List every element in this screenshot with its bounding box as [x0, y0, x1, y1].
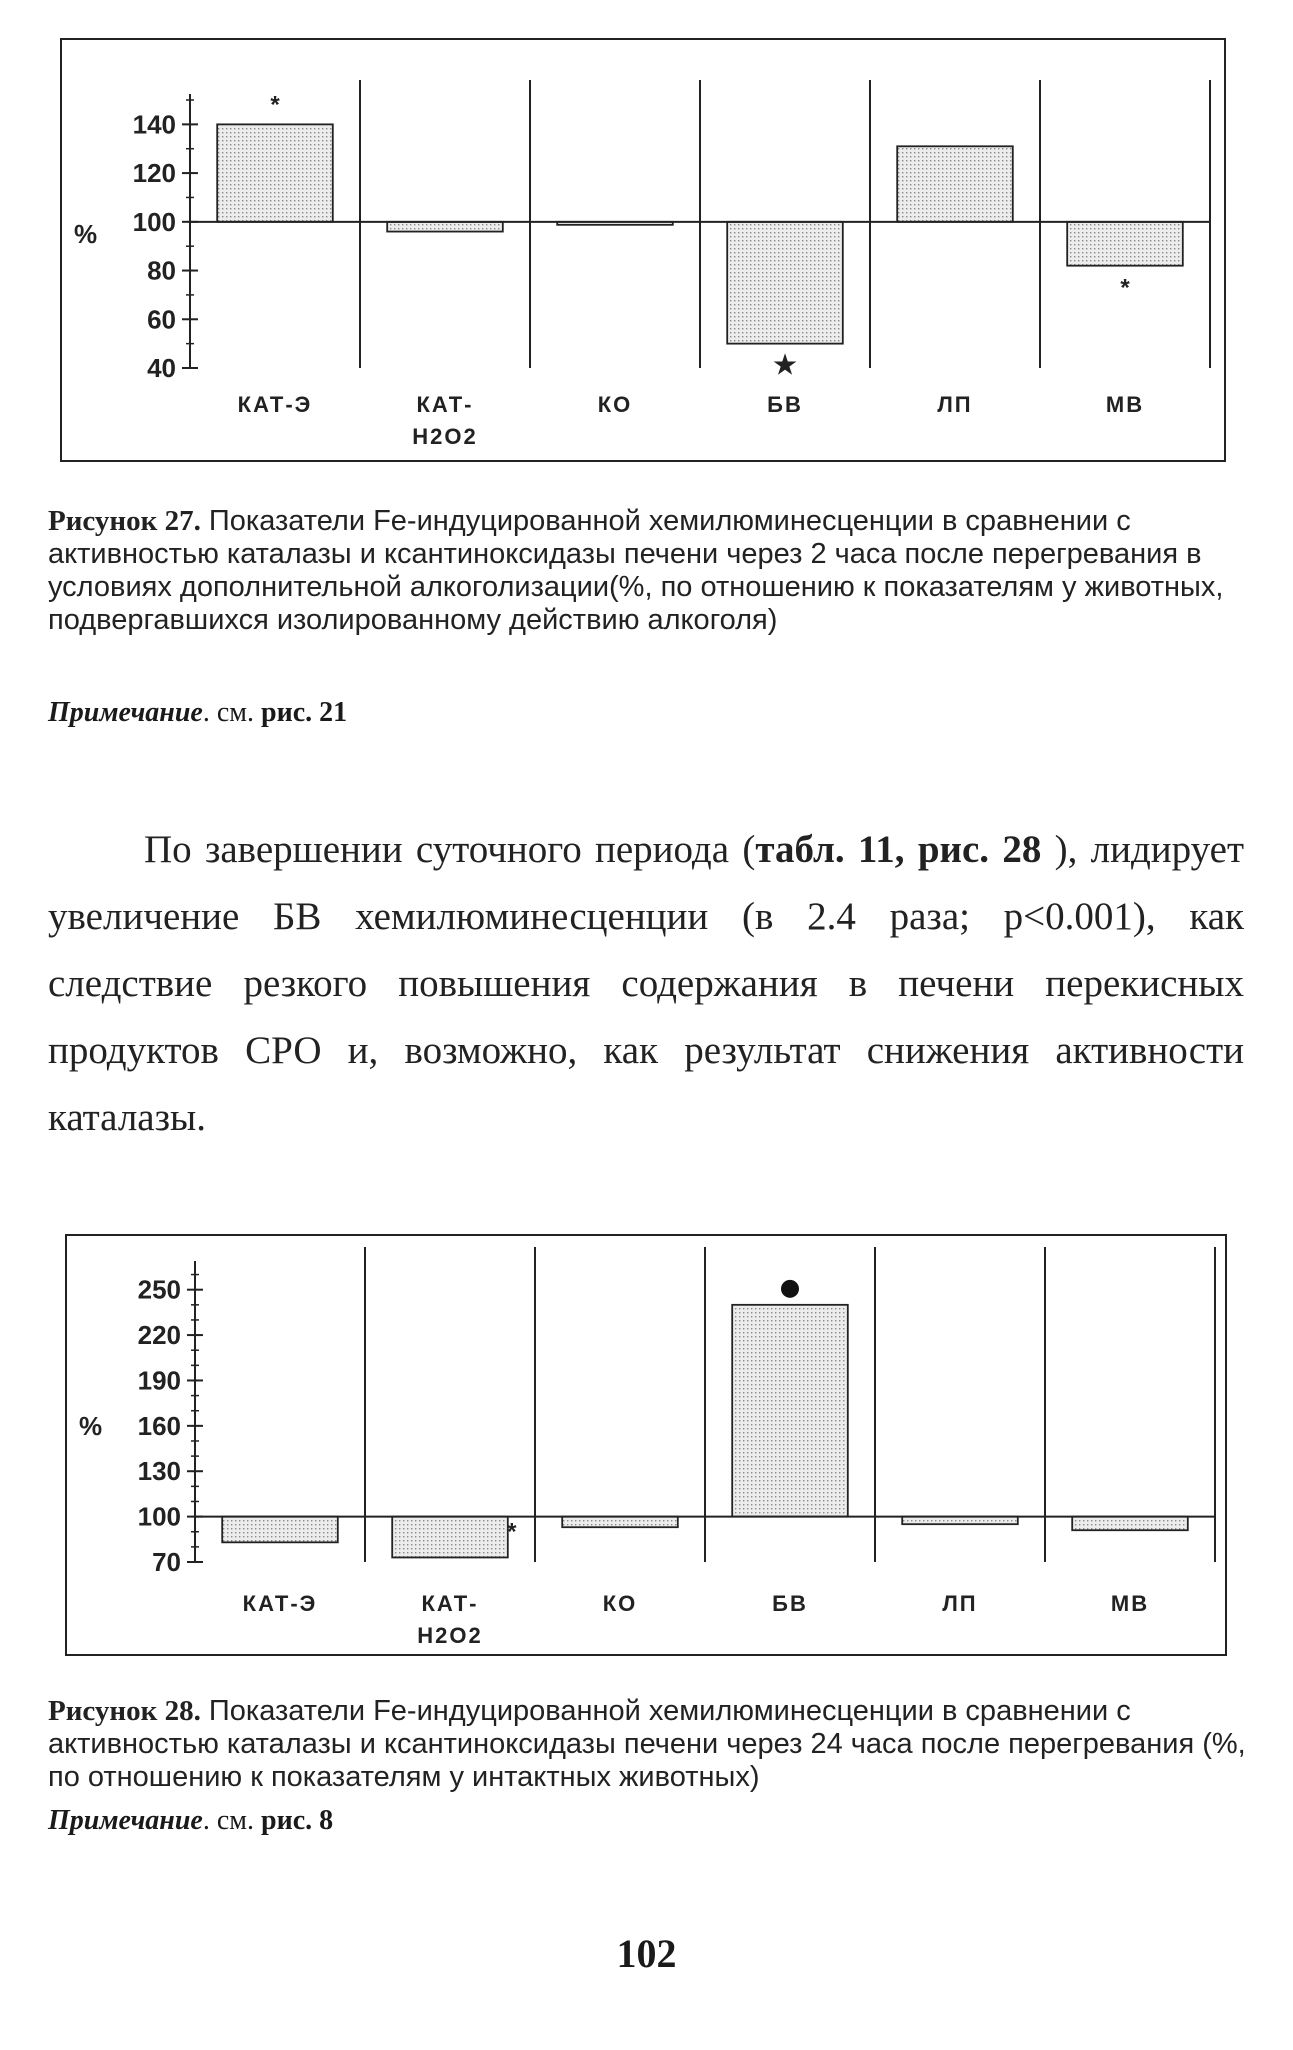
y-tick-label: 140	[132, 109, 176, 140]
category-label: Н2О2	[417, 1623, 483, 1648]
bar	[902, 1517, 1018, 1525]
category-label: КАТ-Э	[237, 392, 313, 417]
note-label: Примечание	[48, 697, 203, 728]
body-paragraph	[48, 816, 1244, 1151]
caption-lead: Рисунок 28.	[48, 1695, 201, 1727]
bar	[217, 124, 333, 221]
caption-lead: Рисунок 27.	[48, 505, 201, 537]
bar	[732, 1305, 848, 1517]
figure-28-note	[48, 1805, 333, 1837]
y-tick-label: 130	[137, 1456, 181, 1487]
category-label: ЛП	[937, 392, 973, 417]
category-label: МВ	[1105, 392, 1145, 417]
paragraph-part2: ), лидирует увеличение БВ хемилюминесценции (в 2.4 раза; p<0.001), как следствие резкого повышения содержания в печени перекисных продуктов СРО и, возможно, как результат снижения активности каталазы.	[48, 828, 1244, 1139]
bar	[562, 1517, 678, 1528]
y-tick-label: 220	[137, 1320, 181, 1351]
figure-27-note	[48, 697, 347, 729]
category-label: ЛП	[942, 1591, 978, 1616]
significance-dot	[781, 1280, 799, 1298]
bar	[222, 1517, 338, 1543]
paragraph-bold: табл. 11, рис. 28	[755, 828, 1042, 871]
significance-marker: *	[1120, 274, 1130, 302]
y-tick-label: 120	[132, 158, 176, 189]
y-tick-label: 60	[147, 304, 176, 335]
bar	[1067, 222, 1183, 266]
bar	[387, 222, 503, 232]
category-label: КАТ-	[421, 1591, 479, 1616]
y-tick-label: 40	[147, 353, 176, 383]
category-label: КАТ-	[416, 392, 474, 417]
category-label: КО	[597, 392, 633, 417]
bar	[897, 146, 1013, 222]
y-tick-label: 70	[152, 1547, 181, 1577]
y-tick-label: 190	[137, 1365, 181, 1396]
bar	[392, 1517, 508, 1558]
significance-marker: *	[507, 1518, 517, 1546]
note-text: . см.	[202, 697, 261, 728]
y-axis-label: %	[79, 1410, 103, 1441]
caption-text: Показатели Fe-индуцированной хемилюминесценции в сравнении с активностью каталазы и ксантиноксидазы печени через 24 часа после перегревания (%, по отношению к показателям у интактных животных)	[48, 1695, 1246, 1793]
y-tick-label: 100	[132, 206, 176, 237]
figure-27-caption	[48, 505, 1248, 637]
note-text: . см.	[202, 1805, 261, 1836]
bar	[1072, 1517, 1188, 1531]
y-axis-label: %	[74, 219, 98, 249]
significance-marker: *	[270, 91, 280, 119]
figure-28-caption	[48, 1695, 1248, 1794]
bar	[727, 222, 843, 344]
figure-27-chart	[60, 38, 1226, 462]
y-tick-label: 250	[137, 1274, 181, 1305]
page-number: 102	[616, 1931, 677, 1976]
paragraph-part1: По завершении суточного периода (	[144, 828, 756, 871]
caption-text: Показатели Fe-индуцированной хемилюминесценции в сравнении с активностью каталазы и ксантиноксидазы печени через 2 часа после перегревания в условиях дополнительной алкоголизации(%, по отношению к показателям у животных, подвергавшихся изолированному действию алкоголя)	[48, 505, 1224, 636]
significance-marker: ★	[773, 349, 797, 380]
note-label: Примечание	[48, 1805, 203, 1836]
category-label: БВ	[772, 1591, 808, 1616]
note-ref: рис. 8	[261, 1805, 334, 1836]
figure-28-chart	[65, 1234, 1227, 1656]
category-label: БВ	[767, 392, 803, 417]
note-ref: рис. 21	[261, 697, 348, 728]
figure-27-svg	[62, 40, 1224, 460]
y-tick-label: 80	[147, 255, 176, 286]
figure-28-svg	[67, 1236, 1225, 1654]
y-tick-label: 100	[137, 1501, 181, 1532]
category-label: КО	[602, 1591, 638, 1616]
category-label: Н2О2	[412, 424, 478, 449]
y-tick-label: 160	[137, 1410, 181, 1441]
category-label: КАТ-Э	[242, 1591, 318, 1616]
category-label: МВ	[1110, 1591, 1150, 1616]
